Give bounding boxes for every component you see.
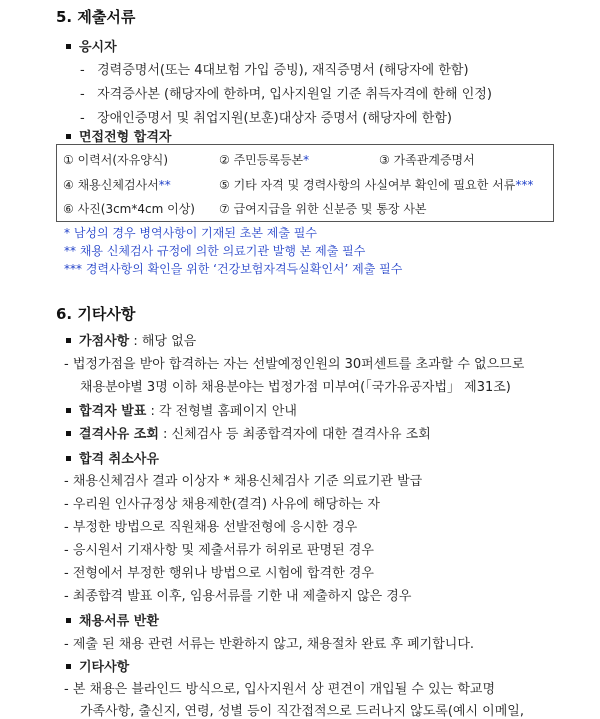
announce-row: 합격자 발표 : 각 전형별 홈페이지 안내 [66,400,297,419]
bonus-row: 가점사항 : 해당 없음 [66,330,196,349]
doc-item: ⑤ 기타 자격 및 경력사항의 사실여부 확인에 필요한 서류*** [219,178,534,192]
interview-heading: 면접전형 합격자 [66,126,171,145]
doc-item: ⑥ 사진(3cm*4cm 이상) [63,202,195,216]
doc-item: ② 주민등록등본* [219,153,310,167]
doc-item: ④ 채용신체검사서** [63,178,171,192]
bullet-square-icon [66,456,71,461]
return-heading: 채용서류 반환 [66,610,159,629]
other-text: 가족사항, 출신지, 연령, 성별 등이 직간접적으로 드러나지 않도록(예시 이메일, [80,704,524,719]
bullet-square-icon [66,664,71,669]
bullet-square-icon [66,408,71,413]
required-documents-box [56,144,554,222]
cancel-item: - 우리원 인사규정상 채용제한(결격) 사유에 해당하는 자 [64,497,380,512]
bonus-detail: - 법정가점을 받아 합격하는 자는 선발예정인원의 30퍼센트를 초과할 수 없으므로 [64,357,525,372]
cancel-item: - 최종합격 발표 이후, 임용서류를 기한 내 제출하지 않은 경우 [64,589,412,604]
bullet-square-icon [66,338,71,343]
reason-row: 결격사유 조회 : 신체검사 등 최종합격자에 대한 결격사유 조회 [66,423,431,442]
other-heading: 기타사항 [66,656,129,675]
other-text: - 본 채용은 블라인드 방식으로, 입사지원서 상 편견이 개입될 수 있는 학교명 [64,682,496,697]
applicants-heading: 응시자 [66,36,117,55]
note-line: *** 경력사항의 확인을 위한 ‘건강보험자격득실확인서’ 제출 필수 [64,262,403,276]
bullet-square-icon [66,44,71,49]
applicants-item: - 경력증명서(또는 4대보험 가입 증빙), 재직증명서 (해당자에 한함) [80,63,469,78]
bullet-square-icon [66,134,71,139]
cancel-item: - 부정한 방법으로 직원채용 선발전형에 응시한 경우 [64,520,358,535]
cancel-item: - 응시원서 기재사항 및 제출서류가 허위로 판명된 경우 [64,543,374,558]
bullet-square-icon [66,431,71,436]
doc-item: ⑦ 급여지급을 위한 신분증 및 통장 사본 [219,202,427,216]
doc-item: ③ 가족관계증명서 [379,153,475,167]
cancel-heading: 합격 취소사유 [66,448,159,467]
applicants-item: - 자격증사본 (해당자에 한하며, 입사지원일 기준 취득자격에 한해 인정) [80,87,492,102]
cancel-item: - 채용신체검사 결과 이상자 * 채용신체검사 기준 의료기관 발급 [64,474,423,489]
bonus-detail: 채용분야별 3명 이하 채용분야는 법정가점 미부여(「국가유공자법」 제31조) [80,380,511,395]
note-line: * 남성의 경우 병역사항이 기재된 초본 제출 필수 [64,226,317,240]
section-5-title: 5. 제출서류 [56,8,136,26]
doc-item: ① 이력서(자유양식) [63,153,169,167]
cancel-item: - 전형에서 부정한 행위나 방법으로 시험에 합격한 경우 [64,566,374,581]
applicants-item: - 장애인증명서 및 취업지원(보훈)대상자 증명서 (해당자에 한함) [80,111,452,126]
note-line: ** 채용 신체검사 규정에 의한 의료기관 발행 본 제출 필수 [64,244,366,258]
return-text: - 제출 된 채용 관련 서류는 반환하지 않고, 채용절차 완료 후 폐기합니다. [64,637,475,652]
bullet-square-icon [66,618,71,623]
section-6-title: 6. 기타사항 [56,305,136,323]
